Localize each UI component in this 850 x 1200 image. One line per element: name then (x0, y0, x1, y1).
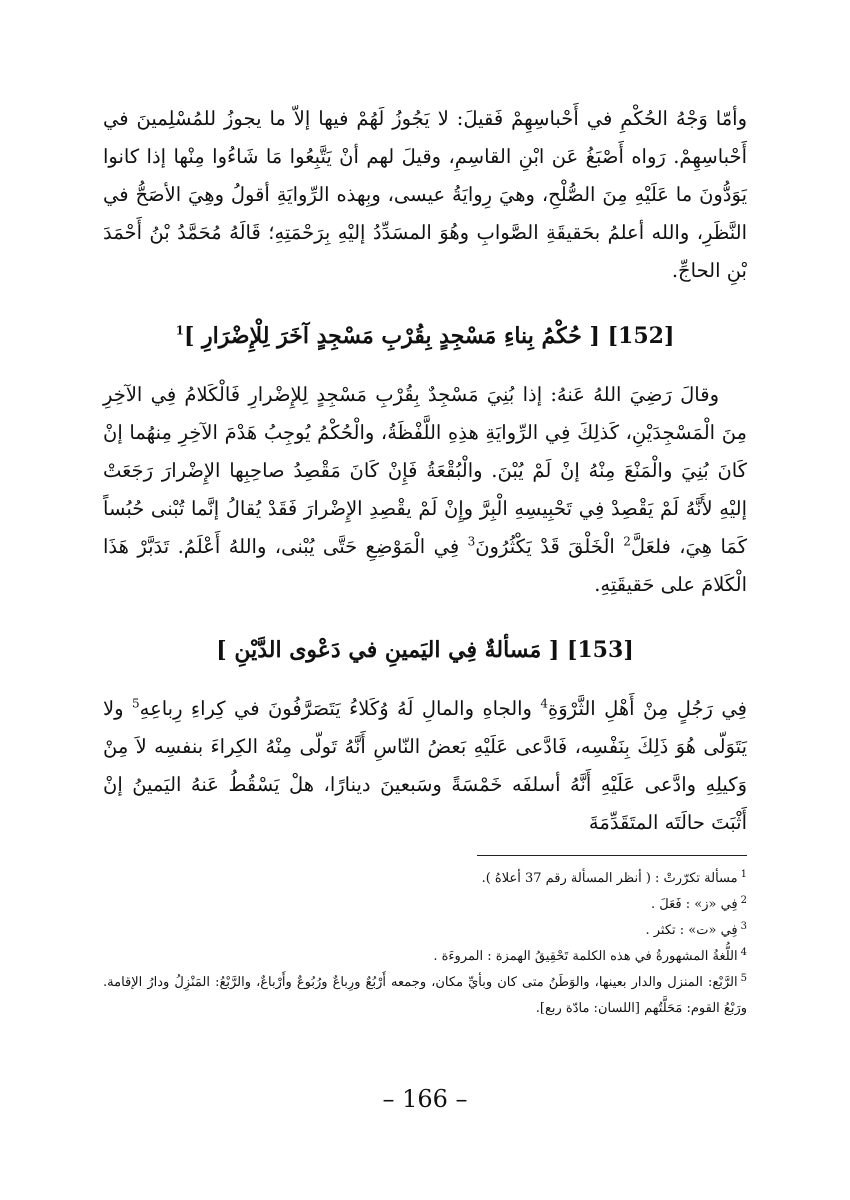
heading-153: [153] [ مَسألةٌ فِي اليَمينِ في دَعْوى الدَّيْنِ ] (216, 637, 634, 663)
footnote-number: 5 (740, 972, 747, 984)
footnote-4 (103, 944, 747, 970)
footnote-divider (477, 855, 747, 856)
footnotes (103, 866, 747, 1022)
footnote-2 (103, 892, 747, 918)
footnote-1 (103, 866, 747, 892)
paragraph-masjid-part2: الْخَلْقَ قَدْ يَكْثُرُونَ (475, 535, 624, 558)
paragraph-masjid-part3: فِي الْمَوْضِعِ حَتَّى يُبْنى، واللهُ أَعْلَمُ. تَدَبَّرْ هَذَا الْكَلامَ على حَقيقَتِهِ. (103, 535, 747, 596)
footnote-ref-3[interactable]: 3 (467, 534, 476, 549)
paragraph-yamin (103, 690, 747, 842)
main-text (103, 100, 747, 842)
heading-152-title: [152] [ حُكْمُ بِناءِ مَسْجِدٍ بِقُرْبِ مَسْجِدٍ آخَرَ لِلْإِضْرَارِ ] (183, 323, 675, 349)
paragraph-yamin-part1: فِي رَجُلٍ مِنْ أَهْلِ الثَّرْوَةِ (548, 697, 747, 720)
footnote-number: 3 (740, 920, 747, 932)
footnote-ref-2[interactable]: 2 (623, 534, 631, 549)
footnote-5 (103, 970, 747, 1022)
footnote-text: الرَّبْع: المنزل والدار بعينها، والوَطَنُ متى كان وبأيِّ مكان، وجمعه أَرْبُعٌ ورِباعٌ ورُبُوعٌ وأَرْباعٌ، والرَّبْعُ: المَنْزِلُ ودارُ الإقامة. ورَبْعُ القوم: مَحَلَّتُهم [اللسان: مادّة ربع]. (103, 975, 747, 1016)
footnote-3 (103, 918, 747, 944)
paragraph-yamin-part3: ولا يَتَوَلّى هُوَ ذَلِكَ بِنَفْسِه، فَادَّعى عَلَيْهِ بَعضُ النّاسِ أَنَّهُ تَولّى مِنْهُ الكِراءَ بنفسِه لاَ مِنْ وَكيلِهِ وادَّعى عَلَيْهِ أَنَّهُ أسلفَه خَمْسَةً وسَبعينَ دينارًا، هلْ يَسْقُطُ عَنهُ اليَمينُ إنْ أَثْبَتَ حالَتَه المتَقَدِّمَةَ (103, 697, 747, 834)
paragraph-yamin-part2: والجاهِ والمالِ لَهُ وُكَلاءُ يَتَصَرَّفُونَ في كِراءِ رِباعِهِ (139, 697, 541, 720)
footnote-text: فِي «ز» : فَعَلَ . (651, 897, 738, 912)
footnote-number: 4 (740, 946, 747, 958)
footnote-number: 1 (740, 868, 747, 880)
paragraph-masjid (103, 376, 747, 604)
page-number: – 166 – (382, 1085, 468, 1113)
paragraph-masjid-part1: وقالَ رَضِيَ اللهُ عَنهُ: إذا بُنِيَ مَسْجِدٌ بِقُرْبِ مَسْجِدٍ لِلإِضْرارِ فَالْكَلامُ فِي الآخِرِ مِنَ الْمَسْجِدَيْنِ، كَذلِكَ فِي الرِّوايَةِ هذِهِ اللَّفْظَةُ، والْحُكْمُ يُوجِبُ هَدْمَ الآخِرِ مِنهُما إنْ كَانَ بُنِيَ والْمَنْعَ مِنْهُ إنْ لَمْ يُبْنَ. والْبُقْعَةُ فَإِنْ كَانَ مَقْصِدُ صاحِبِها الإِضْرارَ رَجَعَتْ إليْهِ لأَنَّهُ لَمْ يَقْصِدْ فِي تَحْبِيسِهِ الْبِرَّ وإِنْ لَمْ يقْصِدِ الإِضْرارَ فَقَدْ يُقالُ إنَّما تُبْنى حُبُساً كَمَا هِيَ، فلعَلَّ (103, 383, 747, 558)
footnote-ref-4[interactable]: 4 (540, 696, 549, 711)
footnote-ref-1[interactable]: 1 (175, 323, 184, 338)
footnote-text: مسألة تكرّرتْ : ( أنظر المسألة رقم 37 أعلاهُ ). (481, 871, 738, 886)
footnote-number: 2 (740, 894, 747, 906)
heading-152 (103, 318, 747, 354)
footnote-ref-5[interactable]: 5 (131, 696, 140, 711)
footnote-text: اللُّغةُ المشهورةُ في هذه الكلمة تَحْقِيقُ الهمزة : المروءَة . (433, 949, 738, 964)
footnote-text: فِي «ت» : تكثر . (645, 923, 738, 938)
paragraph-hubus: وأمّا وَجْهُ الحُكْمِ في أَحْباسِهِمْ فَقيلَ: لا يَجُوزُ لَهُمْ فيها إلاّ ما يجوزُ للمُسْلِمينَ في أَحْباسِهِمْ. رَواه أَصْبَغُ عَن ابْنِ القاسِمِ، وقيلَ لهم أنْ يَتَّبِعُوا مَا شَاءُوا مِنْها إذا كانوا يَوَدُّونَ ما عَلَيْهِ مِنَ الصُّلْحِ، وهيَ رِوايَةُ عيسى، وبِهذه الرِّوايَةِ أقولُ وهِيَ الأصَحُّ في النَّظَرِ، والله أعلمُ بحَقيقَةِ الصَّوابِ وهُوَ المسَدِّدُ إليْهِ بِرَحْمَتِهِ؛ قَالَهُ مُحَمَّدُ بْنُ أَحْمَدَ بْنِ الحاجِّ. (103, 107, 747, 282)
